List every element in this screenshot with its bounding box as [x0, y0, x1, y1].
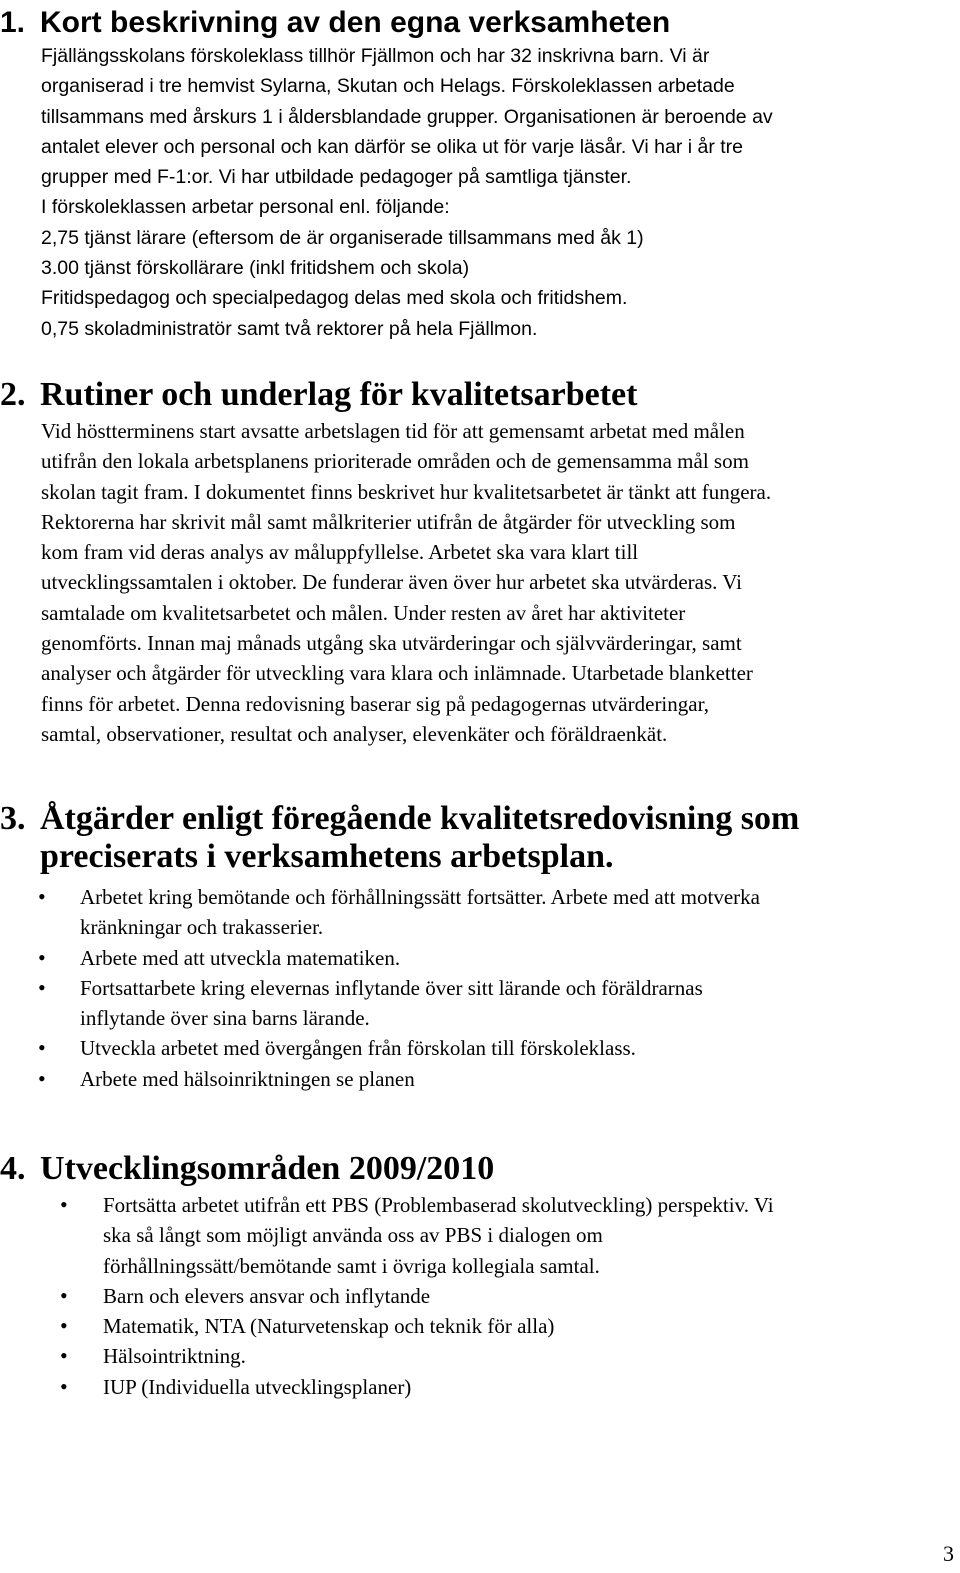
body-line: organiserad i tre hemvist Sylarna, Skutan och Helags. Förskoleklassen arbetade: [41, 75, 735, 98]
section-3-title-line-1: Åtgärder enligt föregående kvalitetsredovisning som: [40, 800, 800, 837]
list-item-line: förhållningssätt/bemötande samt i övriga kollegiala samtal.: [103, 1253, 600, 1278]
section-2-number: 2.: [0, 376, 26, 413]
body-line: finns för arbetet. Denna redovisning baserar sig på pedagogernas utvärderingar,: [41, 691, 709, 716]
list-item: [0, 1281, 960, 1311]
list-item-line: kränkningar och trakasserier.: [80, 915, 324, 940]
section-1-title: Kort beskrivning av den egna verksamheten: [40, 6, 671, 39]
section-1-heading: [0, 4, 960, 42]
body-line: kom fram vid deras analys av måluppfyllelse. Arbetet ska vara klart till: [41, 540, 639, 565]
body-line: genomförts. Innan maj månads utgång ska utvärderingar och självvärderingar, samt: [41, 631, 742, 656]
section-1-body: [0, 41, 960, 344]
body-line: samtalade om kvalitetsarbetet och målen. Under resten av året har aktiviteter: [41, 600, 686, 625]
body-line: Fritidspedagog och specialpedagog delas med skola och fritidshem.: [41, 287, 628, 310]
list-item-line: Utveckla arbetet med övergången från förskolan till förskoleklass.: [80, 1036, 636, 1061]
list-item: [0, 1311, 960, 1341]
bullet-icon: •: [38, 1065, 46, 1091]
body-line: antalet elever och personal och kan därför se olika ut för varje läsår. Vi har i år tre: [41, 135, 744, 158]
list-item-line: Matematik, NTA (Naturvetenskap och teknik för alla): [103, 1314, 555, 1339]
section-3: [0, 800, 960, 1094]
list-item-line: ska så långt som möjligt använda oss av PBS i dialogen om: [103, 1223, 603, 1248]
section-3-title-line-2: preciserats i verksamhetens arbetsplan.: [40, 838, 614, 875]
body-line: Rektorerna har skrivit mål samt målkriterier utifrån de åtgärder för utveckling som: [41, 509, 736, 534]
bullet-icon: •: [38, 884, 46, 909]
body-line: skolan tagit fram. I dokumentet finns beskrivet hur kvalitetsarbetet är tänkt att fungera.: [41, 479, 772, 504]
bullet-icon: •: [38, 974, 46, 1000]
body-line: Fjällängsskolans förskoleklass tillhör Fjällmon och har 32 inskrivna barn. Vi är: [41, 45, 710, 67]
body-line: I förskoleklassen arbetar personal enl. följande:: [41, 196, 450, 219]
bullet-icon: •: [38, 1035, 46, 1061]
body-line: utvecklingssamtalen i oktober. De funderar även över hur arbetet ska utvärderas. Vi: [41, 570, 743, 595]
list-item-line: Fortsattarbete kring elevernas inflytande över sitt lärande och föräldrarnas: [80, 975, 703, 1000]
body-line: 2,75 tjänst lärare (eftersom de är organiserade tillsammans med åk 1): [41, 226, 644, 249]
list-item-line: Arbete med hälsoinriktningen se planen: [80, 1066, 415, 1091]
body-line: 0,75 skoladministratör samt två rektorer på hela Fjällmon.: [41, 317, 538, 340]
list-item-line: IUP (Individuella utvecklingsplaner): [103, 1374, 412, 1399]
section-3-list: [0, 882, 960, 1094]
list-item-line: inflytande över sina barns lärande.: [80, 1006, 370, 1031]
section-3-heading-continued: [0, 838, 960, 876]
body-line: samtal, observationer, resultat och analyser, elevenkäter och föräldraenkät.: [41, 721, 668, 746]
body-line: grupper med F-1:or. Vi har utbildade pedagoger på samtliga tjänster.: [41, 166, 632, 189]
list-item-line: Arbete med att utveckla matematiken.: [80, 945, 401, 970]
list-item-line: Arbetet kring bemötande och förhållningssätt fortsätter. Arbete med att motverka: [80, 885, 760, 909]
section-4-title: Utvecklingsområden 2009/2010: [40, 1150, 495, 1187]
bullet-icon: •: [60, 1282, 68, 1308]
list-item-line: Barn och elevers ansvar och inflytande: [103, 1283, 431, 1308]
section-4-list: [0, 1190, 960, 1402]
section-4-number: 4.: [0, 1150, 26, 1187]
list-item: [0, 1190, 960, 1281]
bullet-icon: •: [38, 944, 46, 970]
list-item: [0, 1064, 960, 1094]
section-2-heading: [0, 376, 960, 414]
page-number: 3: [943, 1541, 954, 1566]
section-2-body: [0, 416, 960, 749]
bullet-icon: •: [60, 1313, 68, 1339]
body-line: 3.00 tjänst förskollärare (inkl fritidshem och skola): [41, 257, 470, 280]
section-1: [0, 4, 960, 344]
body-line: tillsammans med årskurs 1 i åldersblandade grupper. Organisationen är beroende av: [41, 105, 773, 128]
body-line: analyser och åtgärder för utveckling vara klara och inlämnade. Utarbetade blanketter: [41, 661, 753, 686]
section-4-heading: [0, 1150, 960, 1188]
list-item: [0, 882, 960, 943]
bullet-icon: •: [60, 1192, 68, 1217]
list-item: [0, 1372, 960, 1402]
bullet-icon: •: [60, 1343, 68, 1369]
section-2-title: Rutiner och underlag för kvalitetsarbetet: [40, 376, 638, 413]
section-2: [0, 376, 960, 749]
list-item: [0, 1033, 960, 1063]
bullet-icon: •: [60, 1373, 68, 1399]
list-item: [0, 973, 960, 1034]
list-item-line: Hälsointriktning.: [103, 1344, 246, 1369]
list-item: [0, 943, 960, 973]
body-line: utifrån den lokala arbetsplanens prioriterade områden och de gemensamma mål som: [41, 449, 749, 474]
section-1-number: 1.: [0, 6, 26, 39]
section-3-heading: [0, 800, 960, 838]
list-item: [0, 1341, 960, 1371]
section-3-number: 3.: [0, 800, 26, 837]
section-4: [0, 1150, 960, 1402]
list-item-line: Fortsätta arbetet utifrån ett PBS (Problembaserad skolutveckling) perspektiv. Vi: [103, 1193, 774, 1217]
body-line: Vid höstterminens start avsatte arbetslagen tid för att gemensamt arbetat med målen: [41, 419, 745, 443]
